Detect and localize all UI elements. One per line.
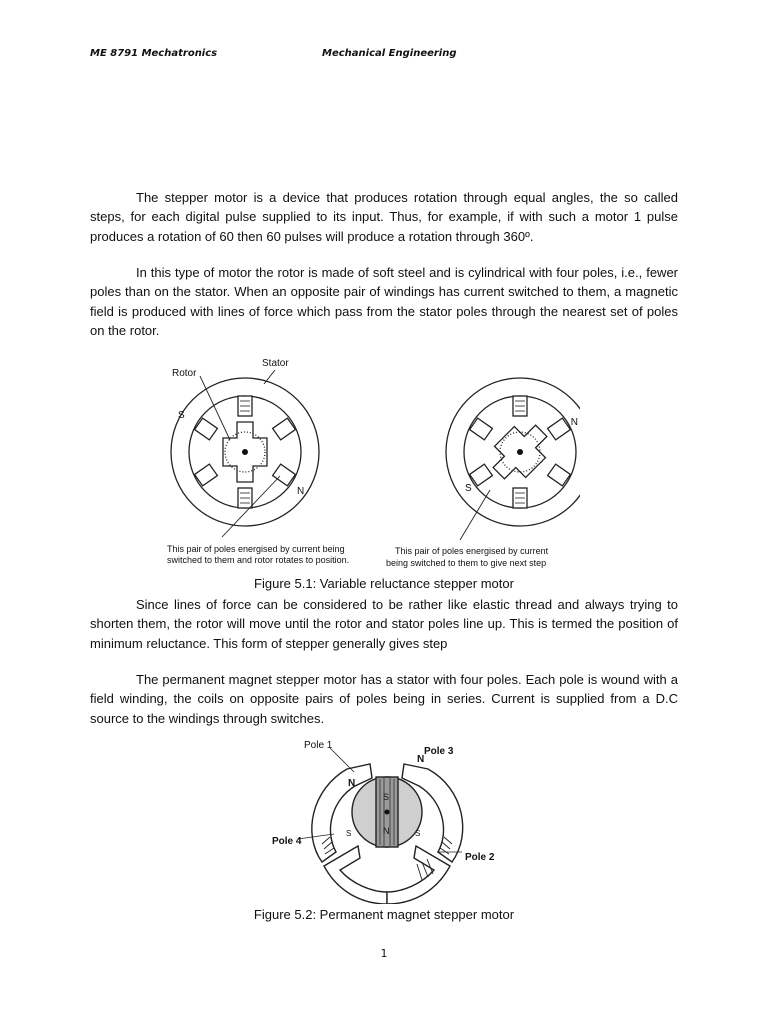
label-rotor-n: N: [383, 826, 390, 836]
header-department: Mechanical Engineering: [322, 48, 457, 59]
label-rotor-s: S: [383, 792, 390, 802]
pole-2: [387, 846, 450, 904]
label-rotor: Rotor: [172, 368, 197, 379]
figure1-caption: Figure 5.1: Variable reluctance stepper motor: [254, 576, 514, 591]
figure2-caption: Figure 5.2: Permanent magnet stepper motor: [253, 907, 515, 922]
label-pole-1: Pole 1: [304, 740, 333, 751]
figure-permanent-magnet: [262, 734, 512, 904]
figure-variable-reluctance: [160, 352, 580, 574]
paragraph-rotor-description: In this type of motor the rotor is made of soft steel and is cylindrical with four poles, i.e., fewer poles than on the stator. When an opposite pair of windings has current switched to them, a magnetic field is produced with lines of force which pass from the stator poles through the nearest set of poles on the rotor.: [90, 265, 678, 338]
page-number: 1: [380, 947, 388, 960]
note-right-line2: being switched to them to give next step: [386, 558, 547, 568]
label-n-left: N: [297, 486, 305, 497]
paragraph-stepper-intro: The stepper motor is a device that produces rotation through equal angles, the so called steps, for each digital pulse supplied to its input. Thus, for example, if with such a motor 1 pulse produces a rotation of 60 then 60 pulses will produce a rotation through 360º.: [90, 190, 678, 244]
label-stator: Stator: [262, 358, 289, 369]
note-left-line1: This pair of poles energised by current being: [167, 544, 345, 554]
label-s-left: S: [178, 410, 185, 421]
note-left-line2: switched to them and rotor rotates to position.: [167, 555, 350, 565]
label-n-pole3: N: [417, 754, 425, 765]
label-s-pole4: S: [346, 829, 352, 838]
header-course: ME 8791 Mechatronics: [90, 48, 218, 59]
note-right-line1: This pair of poles energised by current: [395, 546, 549, 556]
pole-4: [324, 846, 387, 904]
label-pole-3: Pole 3: [424, 746, 454, 757]
label-pole-4: Pole 4: [272, 836, 302, 847]
paragraph-minimum-reluctance: Since lines of force can be considered to be rather like elastic thread and always trying to shorten them, the rotor will move until the rotor and stator poles line up. This is termed the position of minimum reluctance. This form of stepper generally gives step: [90, 597, 678, 651]
label-n-pole1: N: [348, 778, 356, 789]
paragraph-permanent-magnet: The permanent magnet stepper motor has a stator with four poles. Each pole is wound with a field winding, the coils on opposite pairs of poles being in series. Current is supplied from a D.C source to the windings through switches.: [90, 672, 678, 726]
label-n-right: N: [570, 417, 578, 428]
label-pole-2: Pole 2: [465, 852, 495, 863]
label-s-pole2: S: [415, 829, 421, 838]
label-s-right: S: [465, 483, 472, 494]
